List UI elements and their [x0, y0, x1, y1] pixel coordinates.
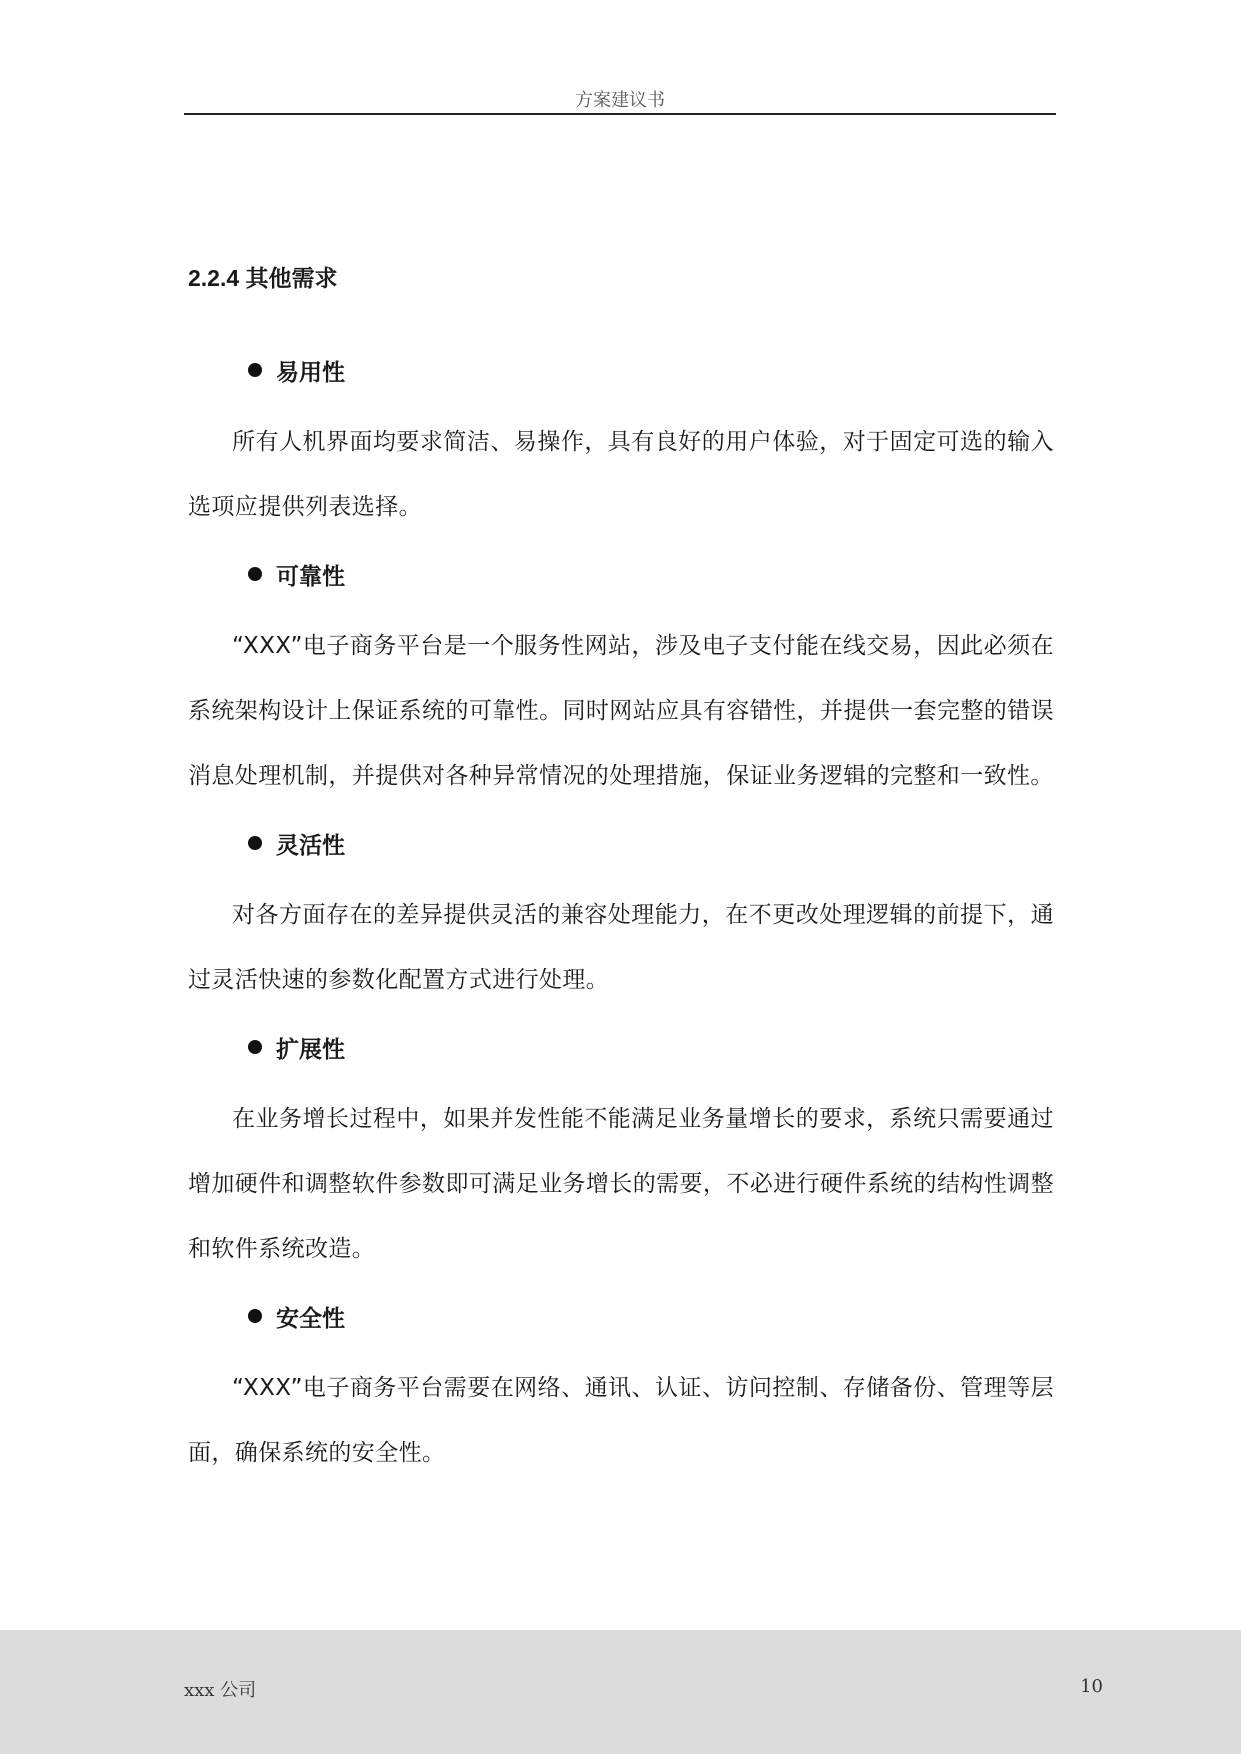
requirement-item	[188, 819, 1054, 1013]
paragraph: 在业务增长过程中，如果并发性能不能满足业务量增长的要求，系统只需要通过增加硬件和调整软件参数即可满足业务增长的需要，不必进行硬件系统的结构性调整和软件系统改造。	[188, 1106, 1054, 1262]
section-title: 2.2.4 其他需求	[188, 265, 338, 291]
bullet-heading-label: 可靠性	[276, 563, 345, 590]
footer-company: xxx 公司	[184, 1680, 257, 1701]
paragraph: “XXX”电子商务平台是一个服务性网站，涉及电子支付能在线交易，因此必须在系统架构设计上保证系统的可靠性。同时网站应具有容错性，并提供一套完整的错误消息处理机制，并提供对各种异常情况的处理措施，保证业务逻辑的完整和一致性。	[188, 633, 1054, 789]
bullet-icon	[248, 363, 262, 377]
paragraph: “XXX”电子商务平台需要在网络、通讯、认证、访问控制、存储备份、管理等层面，确保系统的安全性。	[188, 1375, 1054, 1466]
header-divider	[184, 113, 1056, 115]
bullet-heading	[248, 1292, 1054, 1340]
requirement-item	[188, 1023, 1054, 1282]
bullet-icon	[248, 567, 262, 581]
bullet-heading-label: 灵活性	[276, 832, 345, 859]
page-header-title: 方案建议书	[575, 90, 665, 111]
requirement-item	[188, 1292, 1054, 1486]
paragraph: 对各方面存在的差异提供灵活的兼容处理能力，在不更改处理逻辑的前提下，通过灵活快速的参数化配置方式进行处理。	[188, 902, 1054, 993]
bullet-heading-label: 扩展性	[276, 1036, 345, 1063]
page-footer	[0, 1630, 1241, 1754]
bullet-heading	[248, 819, 1054, 867]
bullet-heading	[248, 346, 1054, 394]
requirement-item	[188, 550, 1054, 809]
bullet-icon	[248, 836, 262, 850]
paragraph: 所有人机界面均要求简洁、易操作，具有良好的用户体验，对于固定可选的输入选项应提供列表选择。	[188, 429, 1054, 520]
bullet-heading	[248, 1023, 1054, 1071]
requirement-item	[188, 346, 1054, 540]
bullet-icon	[248, 1040, 262, 1054]
bullet-heading-label: 安全性	[276, 1305, 345, 1332]
page-number: 10	[1080, 1676, 1103, 1697]
bullet-icon	[248, 1309, 262, 1323]
bullet-heading-label: 易用性	[276, 359, 345, 386]
document-body	[188, 254, 1054, 1486]
bullet-heading	[248, 550, 1054, 598]
